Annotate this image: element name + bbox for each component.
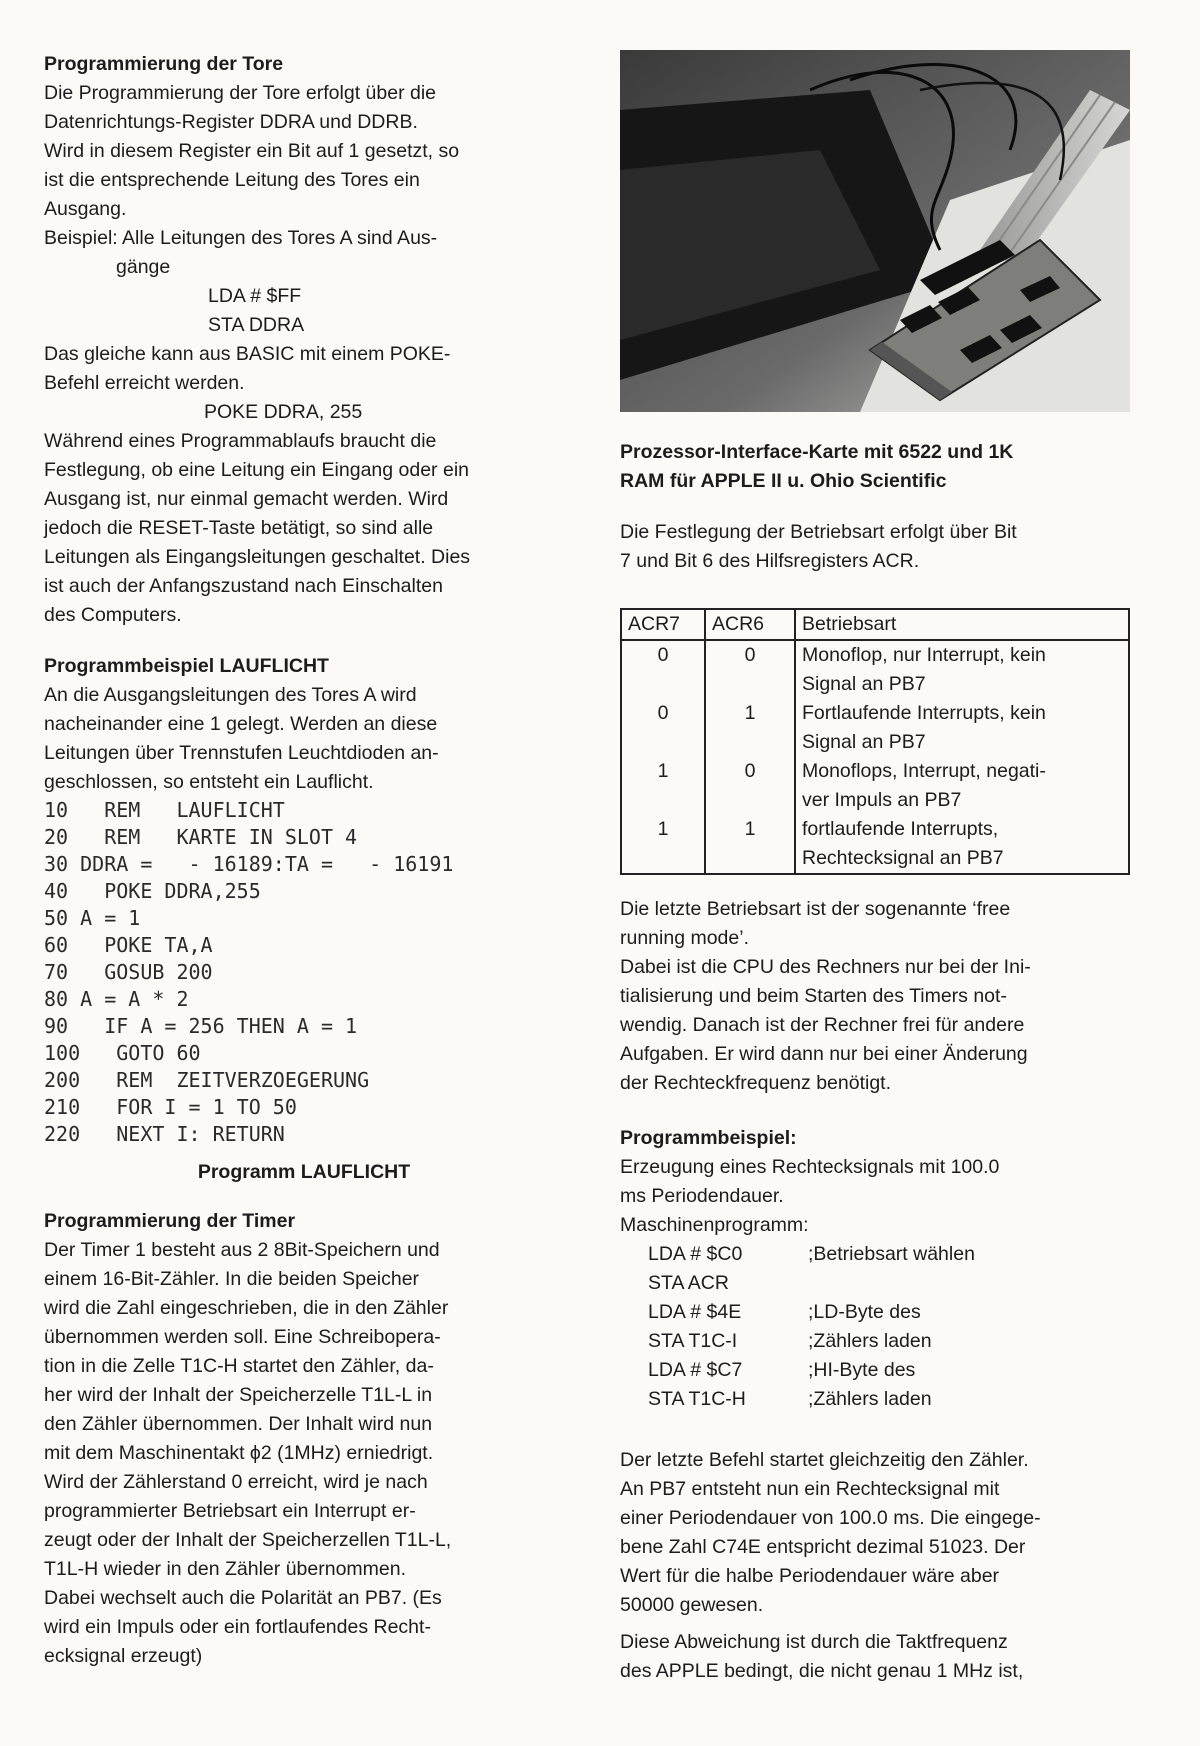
para-timer-1-l3: übernommen werden soll. Eine Schreibopera- (44, 1326, 441, 1348)
photo-caption-l0: Prozessor-Interface-Karte mit 6522 und 1K (620, 441, 1014, 463)
cell-acr6: 1 (705, 815, 795, 874)
cell-mode-line: ver Impuls an PB7 (802, 789, 962, 811)
para-tore-3-l4: Leitungen als Eingangsleitungen geschaltet. Dies (44, 546, 471, 568)
para-tore-3-l6: des Computers. (44, 604, 182, 626)
para-timer-1-l7: mit dem Maschinentakt ϕ2 (1MHz) erniedrigt. (44, 1442, 434, 1464)
photo-caption-l1: RAM für APPLE II u. Ohio Scientific (620, 470, 947, 492)
listing-line: 80 A = A * 2 (44, 987, 189, 1011)
listing-line: 60 POKE TA,A (44, 933, 213, 957)
para-tore-1-l0: Die Programmierung der Tore erfolgt über die (44, 82, 436, 104)
maschinenprogramm-label: Maschinenprogramm: (620, 1214, 809, 1236)
para-timer-2-l1: wird ein Impuls oder ein fortlaufendes Recht- (44, 1616, 431, 1638)
para-lauflicht-l0: An die Ausgangsleitungen des Tores A wird (44, 684, 417, 706)
heading-timer: Programmierung der Timer (44, 1210, 296, 1232)
cell-acr7: 0 (621, 640, 705, 699)
poke-line: POKE DDRA, 255 (204, 401, 363, 423)
para-tore-3-l2: Ausgang ist, nur einmal gemacht werden. Wird (44, 488, 449, 510)
cell-acr7: 0 (621, 699, 705, 757)
table-row (621, 815, 1129, 874)
table-header-row (621, 609, 1129, 640)
asm-comment: ;Zählers laden (808, 1388, 932, 1410)
listing-line: 220 NEXT I: RETURN (44, 1122, 285, 1146)
cell-mode-line: Signal an PB7 (802, 731, 926, 753)
para-cpu-l2: wendig. Danach ist der Rechner frei für andere (620, 1014, 1025, 1036)
para-timer-1-l1: einem 16-Bit-Zähler. In die beiden Speicher (44, 1268, 420, 1290)
cell-mode (795, 640, 1129, 699)
asm-line (620, 1385, 1140, 1414)
cell-mode (795, 815, 1129, 874)
para-tore-3-l3: jedoch die RESET-Taste betätigt, so sind alle (44, 517, 434, 539)
para-abweichung-l1: des APPLE bedingt, die nicht genau 1 MHz ist, (620, 1660, 1024, 1682)
para-timer-2-l2: ecksignal erzeugt) (44, 1645, 203, 1667)
asm-op: LDA # $C7 (648, 1359, 743, 1381)
para-acr-l0: Die Festlegung der Betriebsart erfolgt über Bit (620, 521, 1017, 543)
table-row (621, 640, 1129, 699)
para-timer-1-l2: wird die Zahl eingeschrieben, die in den Zähler (44, 1297, 449, 1319)
para-tore-2-l0: Das gleiche kann aus BASIC mit einem POKE- (44, 343, 451, 365)
listing-line: 90 IF A = 256 THEN A = 1 (44, 1014, 358, 1038)
asm-line (620, 1269, 1140, 1298)
para-timer-1-l11: T1L-H wieder in den Zähler übernommen. (44, 1558, 407, 1580)
listing-line: 100 GOTO 60 (44, 1041, 201, 1065)
cell-mode-line: fortlaufende Interrupts, (802, 818, 999, 840)
para-tore-3-l5: ist auch der Anfangszustand nach Einschalten (44, 575, 443, 597)
para-cpu-l1: tialisierung und beim Starten des Timers not- (620, 985, 1007, 1007)
basic-listing (44, 797, 564, 1148)
listing-line: 30 DDRA = - 16189:TA = - 16191 (44, 852, 454, 876)
para-start-l5: 50000 gewesen. (620, 1594, 764, 1616)
para-ex-l0: Erzeugung eines Rechtecksignals mit 100.0 (620, 1156, 1000, 1178)
header-acr7: ACR7 (621, 609, 705, 640)
para-free-l0: Die letzte Betriebsart ist der sogenannte ‘free (620, 898, 1011, 920)
para-tore-1-l1: Datenrichtungs-Register DDRA und DDRB. (44, 111, 418, 133)
para-free-l1: running mode’. (620, 927, 749, 949)
para-timer-1-l4: tion in die Zelle T1C-H startet den Zähler, da- (44, 1355, 434, 1377)
para-tore-3-l0: Während eines Programmablaufs braucht die (44, 430, 437, 452)
cell-mode-line: Fortlaufende Interrupts, kein (802, 702, 1046, 724)
cell-mode (795, 699, 1129, 757)
asm-op: LDA # $4E (648, 1301, 742, 1323)
asm-comment: ;LD-Byte des (808, 1301, 921, 1323)
para-lauflicht-l3: geschlossen, so entsteht ein Lauflicht. (44, 771, 374, 793)
cell-mode-line: Signal an PB7 (802, 673, 926, 695)
para-timer-1-l5: her wird der Inhalt der Speicherzelle T1L-L in (44, 1384, 433, 1406)
asm-comment: ;Zählers laden (808, 1330, 932, 1352)
para-lauflicht-l2: Leitungen über Trennstufen Leuchtdioden an- (44, 742, 439, 764)
cell-acr7: 1 (621, 815, 705, 874)
para-timer-1-l8: Wird der Zählerstand 0 erreicht, wird je nach (44, 1471, 428, 1493)
para-tore-2-l1: Befehl erreicht werden. (44, 372, 245, 394)
asm-op: LDA # $C0 (648, 1243, 743, 1265)
para-tore-3-l1: Festlegung, ob eine Leitung ein Eingang oder ein (44, 459, 469, 481)
para-timer-1-l9: programmierter Betriebsart ein Interrupt er- (44, 1500, 416, 1522)
cell-mode-line: Rechtecksignal an PB7 (802, 847, 1004, 869)
header-betriebsart: Betriebsart (795, 609, 1129, 640)
cell-mode-line: Monoflops, Interrupt, negati- (802, 760, 1046, 782)
para-start-l4: Wert für die halbe Periodendauer wäre aber (620, 1565, 1000, 1587)
interface-card-photo (620, 50, 1130, 412)
asm-op: STA T1C-I (648, 1330, 738, 1352)
heading-lauflicht: Programmbeispiel LAUFLICHT (44, 655, 329, 677)
table-row (621, 757, 1129, 815)
listing-caption: Programm LAUFLICHT (197, 1161, 411, 1183)
listing-line: 10 REM LAUFLICHT (44, 798, 285, 822)
asm-line (620, 1298, 1140, 1327)
para-acr-l1: 7 und Bit 6 des Hilfsregisters ACR. (620, 550, 920, 572)
listing-line: 40 POKE DDRA,255 (44, 879, 261, 903)
para-start-l2: einer Periodendauer von 100.0 ms. Die eingege- (620, 1507, 1041, 1529)
header-acr6: ACR6 (705, 609, 795, 640)
cell-mode-line: Monoflop, nur Interrupt, kein (802, 644, 1046, 666)
para-start-l0: Der letzte Befehl startet gleichzeitig den Zähler. (620, 1449, 1029, 1471)
asm-op: STA ACR (648, 1272, 729, 1294)
para-cpu-l0: Dabei ist die CPU des Rechners nur bei der Ini- (620, 956, 1031, 978)
code-lda: LDA # $FF (208, 285, 302, 307)
asm-line (620, 1240, 1140, 1269)
para-cpu-l3: Aufgaben. Er wird dann nur bei einer Änderung (620, 1043, 1028, 1065)
acr-table (620, 608, 1130, 875)
example-line-1: Beispiel: Alle Leitungen des Tores A sind Aus- (44, 227, 438, 249)
heading-programmbeispiel: Programmbeispiel: (620, 1127, 797, 1149)
listing-line: 210 FOR I = 1 TO 50 (44, 1095, 297, 1119)
para-abweichung-l0: Diese Abweichung ist durch die Taktfrequenz (620, 1631, 1008, 1653)
asm-listing (620, 1240, 1140, 1414)
para-timer-1-l0: Der Timer 1 besteht aus 2 8Bit-Speichern und (44, 1239, 440, 1261)
para-timer-1-l6: den Zähler übernommen. Der Inhalt wird nun (44, 1413, 433, 1435)
para-start-l3: bene Zahl C74E entspricht dezimal 51023. Der (620, 1536, 1026, 1558)
table-row (621, 699, 1129, 757)
cell-acr6: 1 (705, 699, 795, 757)
cell-acr6: 0 (705, 640, 795, 699)
para-timer-2-l0: Dabei wechselt auch die Polarität an PB7. (Es (44, 1587, 442, 1609)
asm-line (620, 1356, 1140, 1385)
para-ex-l1: ms Periodendauer. (620, 1185, 784, 1207)
asm-line (620, 1327, 1140, 1356)
asm-comment: ;HI-Byte des (808, 1359, 916, 1381)
para-cpu-l4: der Rechteckfrequenz benötigt. (620, 1072, 892, 1094)
listing-line: 200 REM ZEITVERZOEGERUNG (44, 1068, 370, 1092)
para-timer-1-l10: zeugt oder der Inhalt der Speicherzellen T1L-L, (44, 1529, 452, 1551)
para-tore-1-l2: Wird in diesem Register ein Bit auf 1 gesetzt, so (44, 140, 460, 162)
cell-acr7: 1 (621, 757, 705, 815)
cell-acr6: 0 (705, 757, 795, 815)
para-lauflicht-l1: nacheinander eine 1 gelegt. Werden an diese (44, 713, 438, 735)
listing-line: 70 GOSUB 200 (44, 960, 213, 984)
listing-line: 20 REM KARTE IN SLOT 4 (44, 825, 358, 849)
example-line-2: gänge (116, 256, 171, 278)
para-start-l1: An PB7 entsteht nun ein Rechtecksignal mit (620, 1478, 1000, 1500)
asm-comment: ;Betriebsart wählen (808, 1243, 975, 1265)
listing-line: 50 A = 1 (44, 906, 141, 930)
asm-op: STA T1C-H (648, 1388, 746, 1410)
heading-tore: Programmierung der Tore (44, 53, 284, 75)
code-sta: STA DDRA (208, 314, 305, 336)
para-tore-1-l3: ist die entsprechende Leitung des Tores ein (44, 169, 420, 191)
cell-mode (795, 757, 1129, 815)
para-tore-1-l4: Ausgang. (44, 198, 127, 220)
